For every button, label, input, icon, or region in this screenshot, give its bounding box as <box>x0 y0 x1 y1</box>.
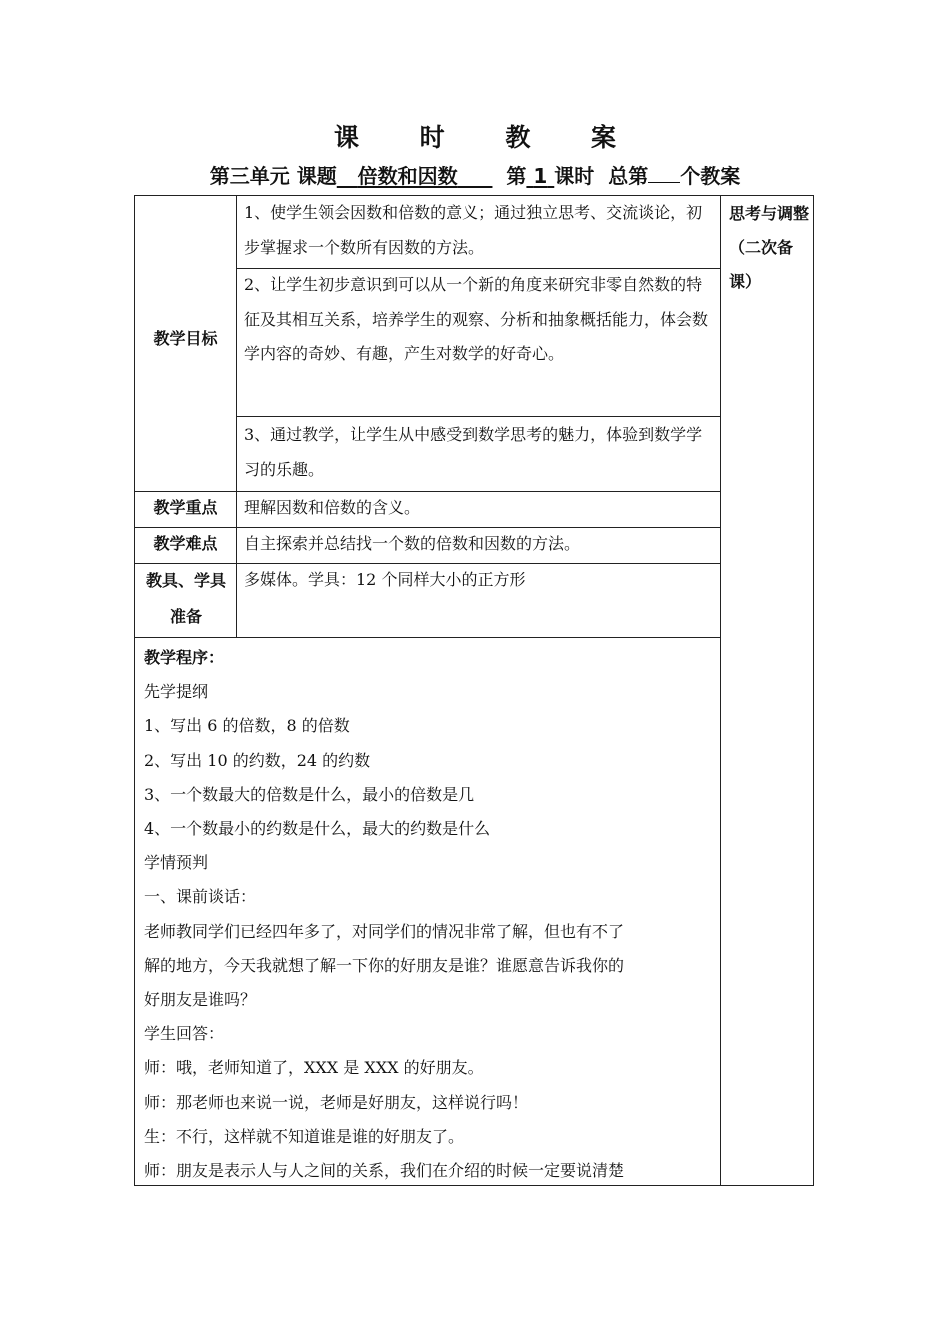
objective-divider <box>236 416 720 417</box>
key-point-label: 教学重点 <box>153 498 218 517</box>
objective-item: 3、通过教学，让学生从中感受到数学思考的魅力，体验到数学学习的乐趣。 <box>244 425 703 479</box>
lesson-number: 1 <box>533 164 548 188</box>
unit-label: 第三单元 <box>209 164 290 188</box>
objectives-label: 教学目标 <box>153 329 218 348</box>
procedure-line: 学情预判 <box>144 853 209 873</box>
procedure-line: 师：那老师也来说一说，老师是好朋友，这样说行吗！ <box>144 1092 529 1112</box>
difficulty-label: 教学难点 <box>153 534 218 553</box>
tools-label: 教具、学具准备 <box>145 571 226 626</box>
procedure-line: 4、一个数最小的约数是什么，最大的约数是什么 <box>144 819 491 839</box>
total-blank <box>648 164 680 183</box>
total-prefix: 总第 <box>608 164 649 188</box>
row-divider <box>134 637 720 638</box>
procedure-line: 师：朋友是表示人与人之间的关系，我们在介绍的时候一定要说清楚 <box>144 1161 625 1181</box>
objective-item: 1、使学生领会因数和倍数的意义；通过独立思考、交流谈论，初步掌握求一个数所有因数的方法。 <box>244 203 703 257</box>
key-point-text: 理解因数和倍数的含义。 <box>244 498 421 517</box>
procedure-line: 先学提纲 <box>144 682 209 702</box>
topic-label: 课题 <box>296 164 337 188</box>
procedure-section <box>144 641 719 1188</box>
procedure-heading: 教学程序： <box>144 648 225 667</box>
procedure-line: 老师教同学们已经四年多了，对同学们的情况非常了解，但也有不了 <box>144 921 625 941</box>
lesson-header <box>0 160 950 189</box>
procedure-line: 解的地方，今天我就想了解一下你的好朋友是谁？谁愿意告诉我你的 <box>144 955 625 975</box>
procedure-line: 1、写出 6 的倍数，8 的倍数 <box>144 716 350 736</box>
page-title: 课 时 教 案 <box>333 123 643 152</box>
tools-text: 多媒体。学具：12 个同样大小的正方形 <box>244 570 526 589</box>
total-suffix: 个教案 <box>680 164 741 188</box>
topic-value: 倍数和因数 <box>357 164 458 188</box>
side-column-divider <box>720 195 721 1186</box>
lesson-suffix: 课时 <box>554 164 595 188</box>
procedure-line: 好朋友是谁吗？ <box>144 990 257 1010</box>
lesson-prefix: 第 <box>506 164 527 188</box>
procedure-line: 2、写出 10 的约数，24 的约数 <box>144 750 371 770</box>
procedure-line: 生：不行，这样就不知道谁是谁的好朋友了。 <box>144 1126 465 1146</box>
procedure-line: 学生回答： <box>144 1024 225 1044</box>
procedure-line: 3、一个数最大的倍数是什么，最小的倍数是几 <box>144 784 475 804</box>
side-note-heading: 思考与调整（二次备课） <box>729 204 810 291</box>
procedure-line: 师：哦，老师知道了，XXX 是 XXX 的好朋友。 <box>144 1058 484 1078</box>
objective-item: 2、让学生初步意识到可以从一个新的角度来研究非零自然数的特征及其相互关系，培养学生的观察、分析和抽象概括能力，体会数学内容的奇妙、有趣，产生对数学的好奇心。 <box>244 275 709 363</box>
procedure-line: 一、课前谈话： <box>144 887 257 907</box>
difficulty-text: 自主探索并总结找一个数的倍数和因数的方法。 <box>244 534 581 553</box>
